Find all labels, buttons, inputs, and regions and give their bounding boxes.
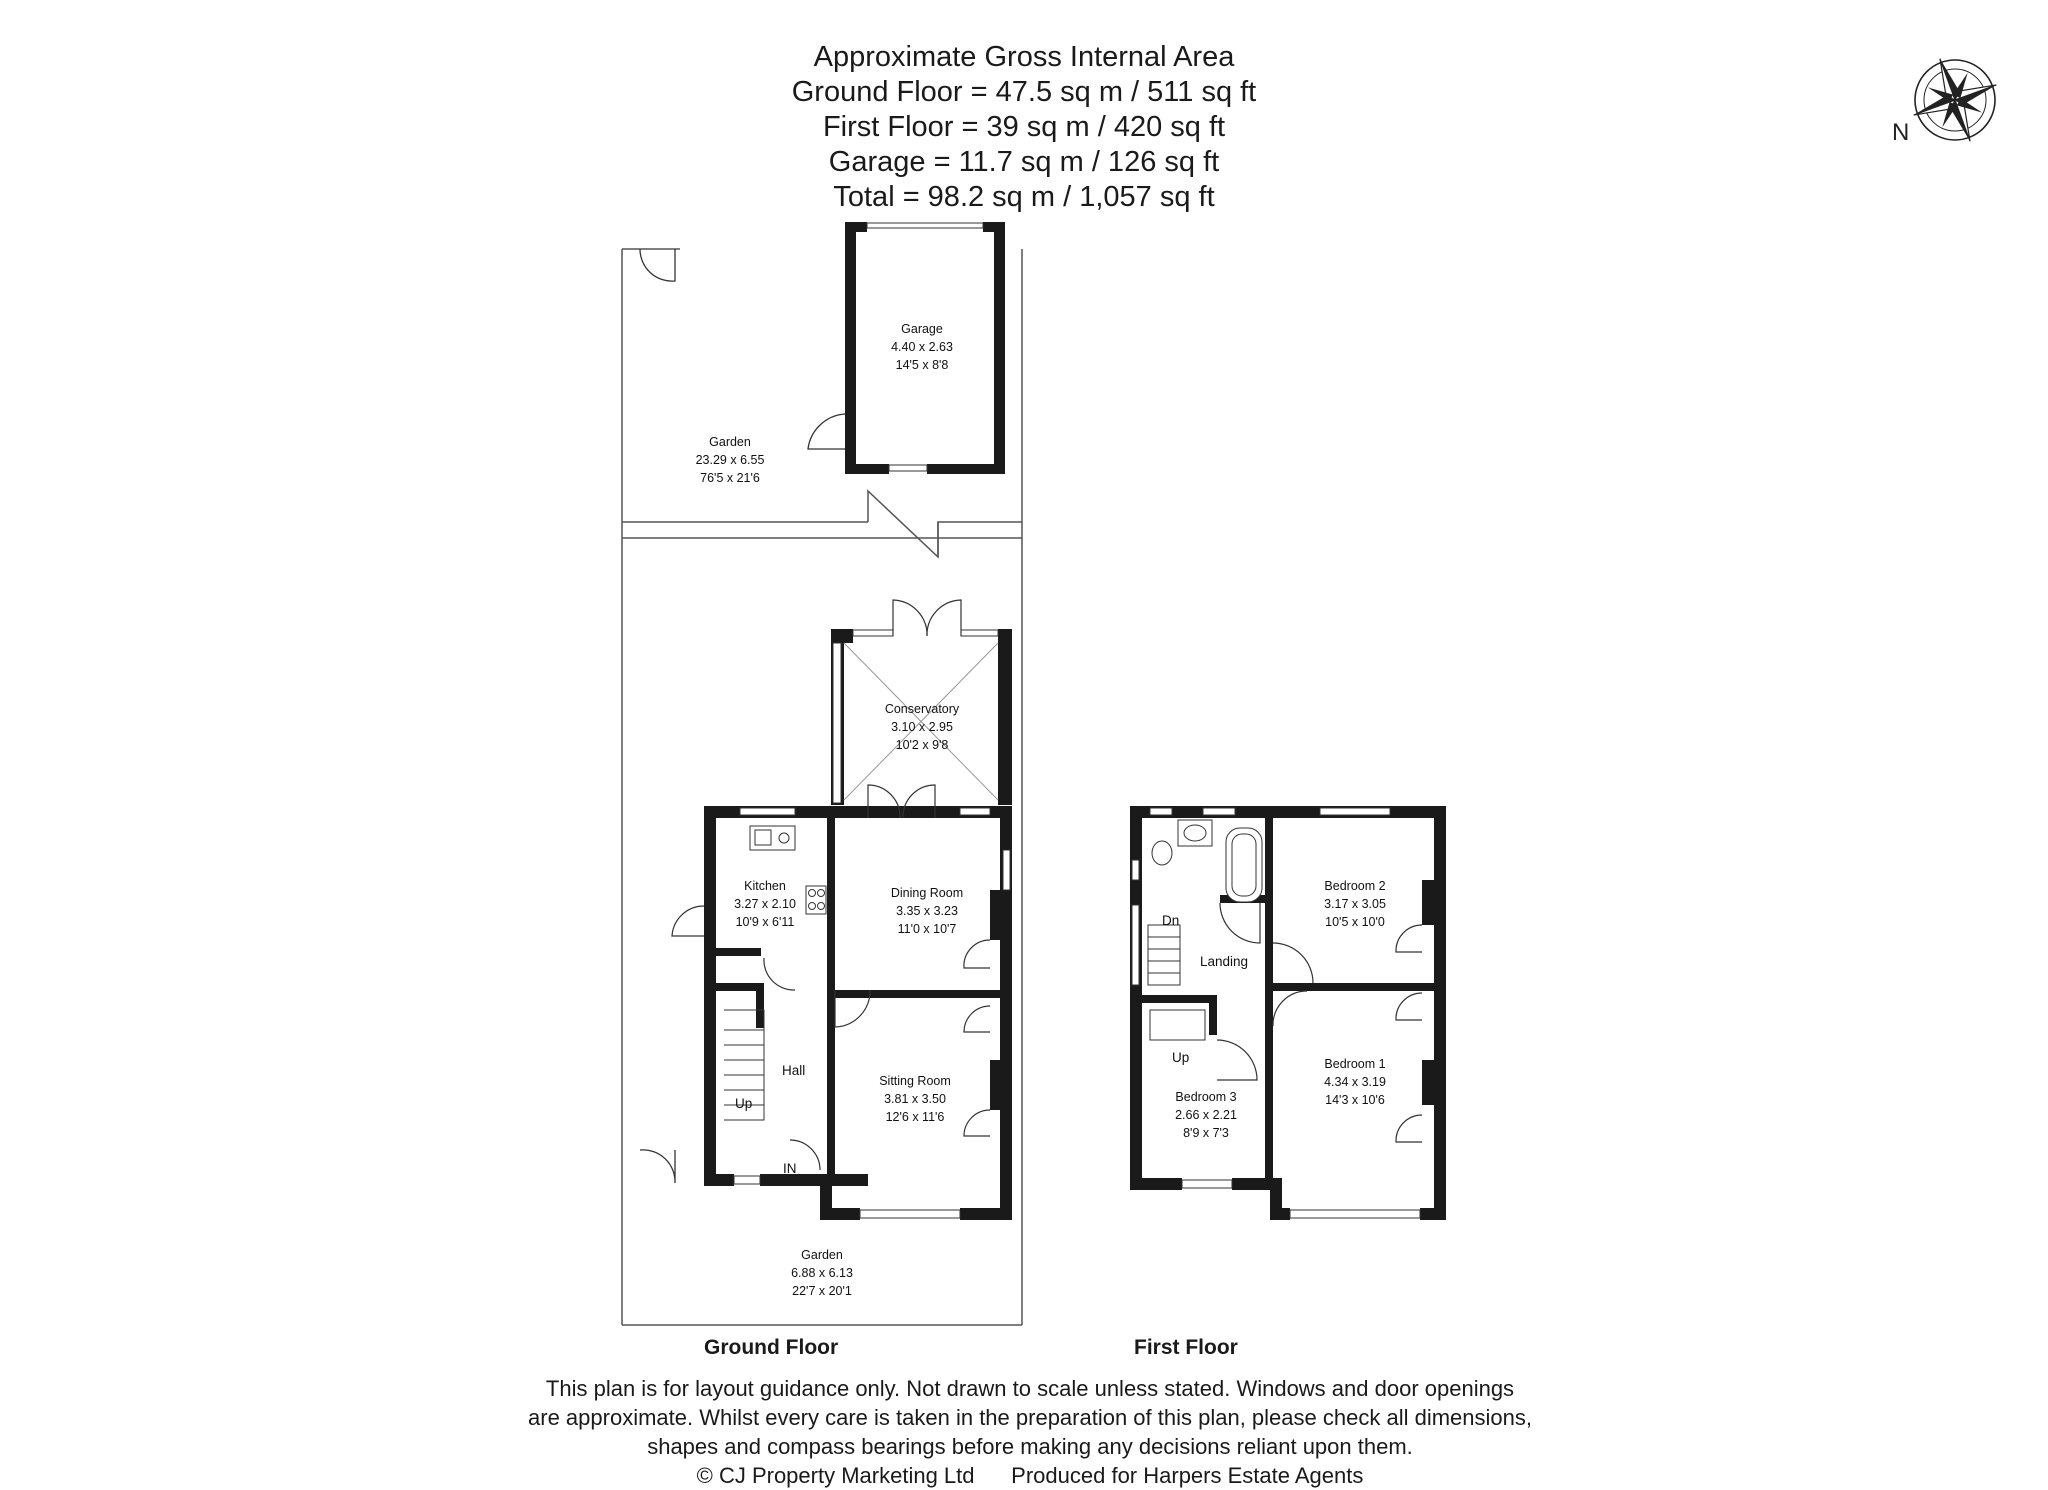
compass-rose-icon — [1899, 44, 2012, 157]
room-metric: 3.17 x 3.05 — [1324, 897, 1386, 911]
room-imperial: 22'7 x 20'1 — [792, 1284, 852, 1298]
room-bedroom1 — [1324, 1057, 1386, 1107]
disclaimer — [430, 1374, 1630, 1490]
room-name: Bedroom 2 — [1324, 879, 1386, 893]
room-metric: 6.88 x 6.13 — [791, 1266, 853, 1280]
label-up: Up — [735, 1096, 753, 1111]
disclaimer-line: shapes and compass bearings before making any decisions reliant upon them. — [647, 1434, 1413, 1459]
room-name: Garden — [709, 435, 751, 449]
room-imperial: 11'0 x 10'7 — [897, 922, 957, 936]
room-imperial: 14'3 x 10'6 — [1325, 1093, 1385, 1107]
room-garden-rear — [696, 435, 765, 485]
room-name: Kitchen — [744, 879, 786, 893]
room-imperial: 10'2 x 9'8 — [895, 738, 949, 752]
room-imperial: 8'9 x 7'3 — [1183, 1126, 1229, 1140]
room-metric: 3.27 x 2.10 — [734, 897, 796, 911]
room-garden-front — [791, 1248, 853, 1298]
label-landing: Landing — [1200, 954, 1249, 969]
room-metric: 2.66 x 2.21 — [1175, 1108, 1237, 1122]
room-name: Conservatory — [884, 702, 960, 716]
room-bedroom2 — [1324, 879, 1386, 929]
room-imperial: 14'5 x 8'8 — [895, 358, 949, 372]
label-in: IN — [783, 1161, 797, 1176]
first-floor-title: First Floor — [1134, 1336, 1238, 1359]
room-imperial: 76'5 x 21'6 — [700, 471, 760, 485]
area-ground-floor: Ground Floor = 47.5 sq m / 511 sq ft — [791, 76, 1257, 108]
room-bedroom3 — [1175, 1090, 1237, 1140]
disclaimer-line: This plan is for layout guidance only. Not drawn to scale unless stated. Windows and door openings — [545, 1376, 1515, 1401]
room-metric: 3.81 x 3.50 — [884, 1092, 946, 1106]
room-metric: 3.10 x 2.95 — [891, 720, 953, 734]
area-garage: Garage = 11.7 sq m / 126 sq ft — [828, 146, 1220, 178]
room-name: Bedroom 3 — [1175, 1090, 1237, 1104]
room-sitting — [879, 1074, 951, 1124]
label-dn: Dn — [1162, 913, 1180, 928]
room-kitchen — [734, 879, 796, 929]
disclaimer-line: are approximate. Whilst every care is taken in the preparation of this plan, please check all dimensions, — [528, 1405, 1532, 1430]
copyright-line: © CJ Property Marketing Ltd Produced for Harpers Estate Agents — [696, 1463, 1364, 1488]
room-imperial: 12'6 x 11'6 — [885, 1110, 945, 1124]
room-imperial: 10'9 x 6'11 — [735, 915, 795, 929]
area-total: Total = 98.2 sq m / 1,057 sq ft — [833, 181, 1215, 213]
area-title: Approximate Gross Internal Area — [813, 41, 1235, 73]
room-name: Garage — [901, 322, 943, 336]
room-name: Dining Room — [890, 886, 964, 900]
room-name: Garden — [801, 1248, 843, 1262]
compass-north-label: N — [1892, 119, 1910, 146]
room-dining — [891, 886, 963, 936]
room-metric: 23.29 x 6.55 — [695, 453, 765, 467]
room-metric: 4.34 x 3.19 — [1324, 1075, 1386, 1089]
room-imperial: 10'5 x 10'0 — [1325, 915, 1385, 929]
label-hall: Hall — [782, 1063, 806, 1078]
room-name: Sitting Room — [879, 1074, 951, 1088]
room-garage — [891, 322, 953, 372]
room-metric: 4.40 x 2.63 — [891, 340, 953, 354]
room-name: Bedroom 1 — [1324, 1057, 1386, 1071]
label-up-first: Up — [1172, 1050, 1190, 1065]
ground-floor-title: Ground Floor — [704, 1336, 839, 1359]
room-metric: 3.35 x 3.23 — [896, 904, 958, 918]
area-first-floor: First Floor = 39 sq m / 420 sq ft — [822, 111, 1226, 143]
room-conservatory — [885, 702, 960, 752]
